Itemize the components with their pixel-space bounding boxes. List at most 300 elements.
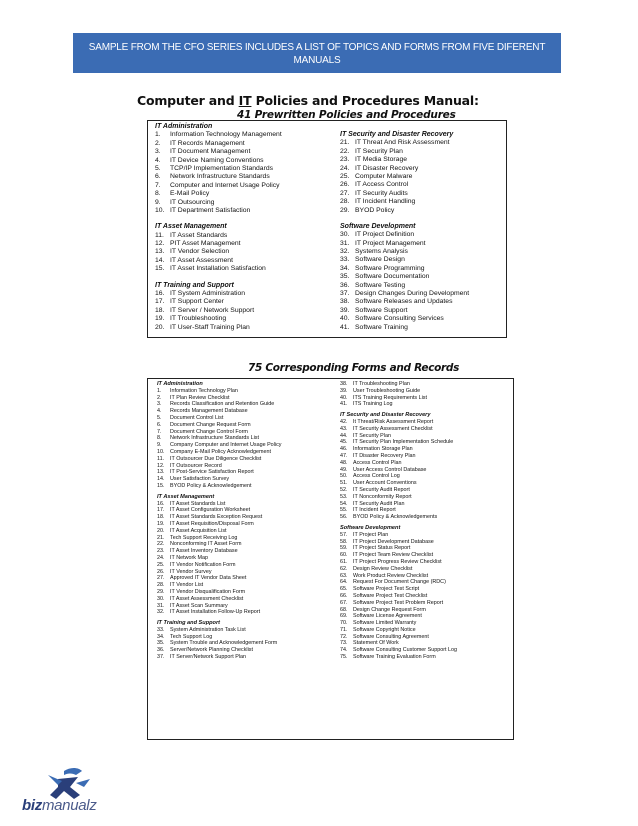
list-item — [340, 501, 515, 508]
item-title: User Satisfaction Survey — [170, 476, 230, 483]
list-item — [157, 429, 337, 436]
list-item — [155, 315, 335, 323]
item-title: Design Review Checklist — [353, 565, 413, 572]
item-title: IT Asset Standards List — [170, 500, 226, 507]
item-number: 11. — [155, 231, 164, 239]
section-heading: IT Administration — [157, 381, 203, 387]
item-title: Access Control Log — [353, 473, 400, 480]
list-item — [157, 408, 337, 415]
item-number: 33. — [340, 256, 350, 264]
list-item — [340, 273, 510, 281]
item-number: 26. — [157, 568, 165, 575]
list-item — [157, 501, 337, 508]
item-number: 53. — [340, 493, 348, 500]
header-banner — [73, 33, 561, 73]
item-number: 15. — [155, 265, 165, 273]
item-number: 40. — [340, 394, 348, 401]
list-item — [340, 173, 510, 181]
list-item — [157, 476, 337, 483]
item-title: IT Troubleshooting — [170, 315, 227, 323]
item-title: Systems Analysis — [355, 248, 408, 256]
list-item — [340, 290, 510, 298]
item-title: PIT Asset Management — [170, 240, 241, 248]
list-item — [340, 473, 515, 480]
list-item — [157, 541, 337, 548]
item-title: IT Asset Scan Summary — [170, 602, 228, 609]
item-number: 6. — [155, 173, 161, 181]
item-title: IT Project Management — [355, 239, 426, 247]
item-title: IT Disaster Recovery Plan — [353, 452, 416, 459]
list-item — [157, 469, 337, 476]
item-title: BYOD Policy & Acknowledgement — [170, 482, 252, 489]
item-title: Software Consulting Services — [355, 315, 444, 323]
item-number: 31. — [340, 239, 350, 247]
list-item — [155, 148, 335, 156]
list-item — [155, 190, 335, 198]
brand-logo-text: bizmanualz — [22, 797, 97, 814]
item-number: 38. — [340, 381, 348, 387]
forms-title: 75 Corresponding Forms and Records — [248, 362, 460, 374]
item-number: 30. — [340, 231, 350, 239]
item-title: IT Incident Handling — [355, 198, 416, 206]
item-title: IT Incident Report — [353, 507, 396, 514]
item-title: Records Management Database — [170, 408, 248, 415]
item-title: Design Change Request Form — [353, 606, 426, 613]
item-title: Document Change Control Form — [170, 428, 248, 435]
section-gap — [155, 274, 335, 282]
list-item — [155, 157, 335, 165]
item-title: Software License Agreement — [353, 613, 422, 620]
item-number: 21. — [157, 534, 165, 541]
item-title: IT Project Status Report — [353, 545, 411, 552]
list-item — [157, 654, 337, 661]
item-title: ITS Training Requirements List — [353, 394, 428, 401]
section-heading: IT Security and Disaster Recovery — [340, 131, 454, 138]
item-number: 50. — [340, 473, 348, 480]
item-number: 7. — [155, 181, 161, 189]
item-number: 13. — [157, 469, 165, 476]
item-number: 26. — [340, 181, 350, 189]
item-title: Software Copyright Notice — [353, 626, 416, 633]
list-item — [155, 140, 335, 148]
item-title: IT Document Management — [170, 148, 251, 156]
item-number: 16. — [155, 290, 165, 298]
item-title: Computer and Internet Usage Policy — [170, 181, 280, 189]
item-title: Tech Support Receiving Log — [170, 534, 238, 541]
item-title: IT Security Plan Implementation Schedule — [353, 439, 454, 446]
item-title: IT Outsourcer Record — [170, 462, 222, 469]
item-title: E-Mail Policy — [170, 190, 210, 198]
list-item — [157, 582, 337, 589]
section-heading: IT Training and Support — [157, 620, 220, 627]
list-item — [340, 439, 515, 446]
list-item — [340, 507, 515, 514]
item-title: IT Records Management — [170, 139, 245, 147]
item-title: IT Asset Standards Exception Request — [170, 514, 263, 521]
item-title: Document Control List — [170, 414, 224, 421]
list-item — [155, 298, 335, 306]
item-title: IT Post-Service Satisfaction Report — [170, 469, 254, 476]
item-number: 47. — [340, 452, 348, 459]
item-number: 23. — [157, 548, 165, 555]
item-number: 10. — [157, 448, 165, 455]
item-title: Company Computer and Internet Usage Policy — [170, 442, 282, 449]
item-title: IT Access Control — [355, 181, 409, 189]
item-number: 36. — [157, 647, 165, 654]
list-item — [155, 248, 335, 256]
list-item — [157, 596, 337, 603]
list-item — [340, 324, 510, 332]
list-item — [340, 315, 510, 323]
item-title: IT Asset Configuration Worksheet — [170, 507, 251, 514]
item-number: 15. — [157, 482, 165, 489]
item-number: 52. — [340, 486, 348, 493]
list-item — [157, 442, 337, 449]
item-title: IT User-Staff Training Plan — [170, 323, 250, 331]
list-item — [155, 131, 335, 139]
item-title: IT Security Audit Report — [353, 486, 410, 493]
list-item — [157, 514, 337, 521]
list-item — [340, 433, 515, 440]
item-number: 37. — [340, 290, 350, 298]
item-title: IT Server / Network Support — [170, 306, 255, 314]
item-title: IT Project Definition — [355, 231, 415, 239]
list-item — [340, 514, 515, 521]
item-title: IT Project Progress Review Checklist — [353, 558, 442, 565]
item-title: User Account Conventions — [353, 480, 417, 487]
item-number: 1. — [157, 387, 162, 394]
item-number: 36. — [340, 281, 350, 289]
item-title: IT Department Satisfaction — [170, 206, 251, 214]
item-number: 9. — [157, 442, 162, 449]
item-number: 24. — [157, 554, 165, 561]
list-item — [157, 521, 337, 528]
list-item — [157, 435, 337, 442]
item-title: IT Outsourcing — [170, 198, 215, 206]
list-item — [157, 401, 337, 408]
item-number: 2. — [155, 139, 161, 147]
list-item — [340, 467, 515, 474]
list-item — [340, 148, 510, 156]
list-item — [157, 463, 337, 470]
item-number: 22. — [340, 147, 350, 155]
item-number: 1. — [155, 131, 161, 139]
item-number: 10. — [155, 206, 165, 214]
list-item — [340, 613, 515, 620]
item-number: 25. — [157, 561, 165, 568]
item-title: Software Documentation — [355, 273, 430, 281]
item-title: Company E-Mail Policy Acknowledgement — [170, 448, 271, 455]
list-item — [157, 449, 337, 456]
section-gap — [155, 215, 335, 223]
list-item — [157, 609, 337, 616]
manual-title: Computer and IT Policies and Procedures Manual: — [137, 93, 479, 108]
list-item — [340, 573, 515, 580]
item-number: 68. — [340, 606, 348, 613]
item-number: 41. — [340, 323, 350, 331]
item-number: 45. — [340, 439, 348, 446]
item-number: 6. — [157, 421, 162, 428]
item-title: Information Technology Plan — [170, 387, 238, 394]
item-title: Software Releases and Updates — [355, 298, 453, 306]
list-item — [340, 298, 510, 306]
item-title: It Threat/Risk Assessment Report — [353, 418, 434, 425]
item-number: 35. — [340, 273, 350, 281]
item-title: Software Project Test Script — [353, 586, 420, 593]
item-number: 33. — [157, 626, 165, 633]
list-item — [340, 480, 515, 487]
item-number: 2. — [157, 394, 162, 401]
list-item — [157, 603, 337, 610]
item-title: IT Asset Assessment — [170, 256, 233, 264]
item-number: 8. — [157, 435, 162, 442]
item-number: 5. — [157, 414, 162, 421]
item-title: IT Asset Installation Satisfaction — [170, 265, 266, 273]
item-title: Information Storage Plan — [353, 446, 413, 453]
item-number: 59. — [340, 545, 348, 552]
item-title: Records Classification and Retention Guide — [170, 401, 275, 408]
item-number: 39. — [340, 306, 350, 314]
item-number: 3. — [157, 401, 162, 408]
item-title: IT Project Plan — [353, 531, 389, 538]
item-title: Network Infrastructure Standards — [170, 173, 270, 181]
item-number: 27. — [340, 189, 350, 197]
item-title: IT Threat And Risk Assessment — [355, 139, 450, 147]
item-number: 48. — [340, 459, 348, 466]
item-title: Software Testing — [355, 281, 406, 289]
item-number: 67. — [340, 599, 348, 606]
item-number: 70. — [340, 620, 348, 627]
list-item — [157, 535, 337, 542]
item-title: BYOD Policy — [355, 206, 395, 214]
item-number: 4. — [155, 156, 161, 164]
list-item — [340, 552, 515, 559]
list-item — [155, 257, 335, 265]
item-number: 41. — [340, 401, 348, 408]
list-item — [340, 453, 515, 460]
item-number: 34. — [157, 633, 165, 640]
list-item — [340, 190, 510, 198]
item-number: 11. — [157, 455, 165, 462]
item-title: IT Asset Acquisition List — [170, 527, 227, 534]
item-number: 64. — [340, 579, 348, 586]
list-item — [340, 248, 510, 256]
item-title: Approved IT Vendor Data Sheet — [170, 575, 247, 582]
list-item — [340, 265, 510, 273]
item-title: Software Design — [355, 256, 405, 264]
item-number: 66. — [340, 592, 348, 599]
item-number: 49. — [340, 466, 348, 473]
list-item — [340, 634, 515, 641]
list-item — [340, 559, 515, 566]
list-item — [340, 240, 510, 248]
item-title: IT Vendor Survey — [170, 568, 212, 575]
section-heading: IT Asset Management — [157, 493, 215, 500]
item-title: IT Troubleshooting Plan — [353, 381, 410, 387]
item-title: ITS Training Log — [353, 401, 393, 408]
list-item — [157, 528, 337, 535]
list-item — [157, 388, 337, 395]
item-number: 28. — [340, 198, 350, 206]
list-item — [157, 456, 337, 463]
list-item — [157, 562, 337, 569]
list-item — [157, 640, 337, 647]
list-item — [340, 426, 515, 433]
list-item — [155, 290, 335, 298]
list-item — [157, 415, 337, 422]
section-heading: IT Asset Management — [155, 223, 227, 231]
item-title: Nonconforming IT Asset Form — [170, 541, 242, 548]
item-title: Software Support — [355, 306, 408, 314]
item-number: 12. — [157, 462, 165, 469]
item-title: Software Training — [355, 323, 408, 331]
list-item — [340, 156, 510, 164]
item-title: Computer Malware — [355, 172, 413, 180]
section-gap — [340, 215, 510, 223]
list-item — [340, 654, 515, 661]
item-number: 27. — [157, 575, 165, 582]
item-title: Software Consulting Customer Support Log — [353, 647, 457, 654]
list-item — [340, 401, 515, 408]
item-title: Server/Network Planning Checklist — [170, 647, 253, 654]
list-item — [340, 419, 515, 426]
item-title: Software Consulting Agreement — [353, 633, 429, 640]
list-item — [340, 647, 515, 654]
item-number: 17. — [155, 298, 165, 306]
item-title: Software Project Test Problem Report — [353, 599, 444, 606]
item-title: IT Network Map — [170, 554, 208, 561]
item-number: 19. — [155, 315, 165, 323]
item-number: 37. — [157, 654, 165, 661]
item-number: 5. — [155, 164, 161, 172]
item-title: IT Asset Standards — [170, 231, 228, 239]
item-number: 7. — [157, 428, 162, 435]
item-title: IT Vendor Disqualification Form — [170, 588, 246, 595]
item-title: IT Asset Installation Follow-Up Report — [170, 609, 261, 616]
item-number: 58. — [340, 538, 348, 545]
item-title: Software Limited Warranty — [353, 620, 417, 627]
item-title: TCP/IP Implementation Standards — [170, 164, 274, 172]
item-number: 57. — [340, 531, 348, 538]
item-title: IT Security Audits — [355, 189, 408, 197]
item-title: System Trouble and Acknowledgement Form — [170, 640, 278, 647]
item-title: User Troubleshooting Guide — [353, 387, 421, 394]
item-number: 29. — [340, 206, 350, 214]
list-item — [340, 388, 515, 395]
list-item — [340, 566, 515, 573]
list-item — [157, 507, 337, 514]
list-item — [157, 483, 337, 490]
item-title: Software Programming — [355, 264, 425, 272]
item-number: 13. — [155, 248, 165, 256]
item-number: 38. — [340, 298, 350, 306]
item-title: IT Outsourcer Due Diligence Checklist — [170, 455, 262, 462]
item-number: 56. — [340, 514, 348, 521]
list-item — [340, 640, 515, 647]
policies-left-column — [155, 123, 335, 332]
item-number: 31. — [157, 602, 165, 609]
item-title: Tech Support Log — [170, 633, 213, 640]
item-title: BYOD Policy & Acknowledgements — [353, 514, 438, 521]
list-item — [157, 647, 337, 654]
section-heading: IT Security and Disaster Recovery — [340, 412, 431, 419]
item-title: User Access Control Database — [353, 466, 427, 473]
policies-right-column — [340, 131, 510, 332]
item-number: 19. — [157, 520, 165, 527]
item-number: 29. — [157, 588, 165, 595]
item-number: 16. — [157, 500, 165, 507]
list-item — [340, 593, 515, 600]
list-item — [340, 487, 515, 494]
item-title: IT Nonconformity Report — [353, 493, 412, 500]
item-number: 20. — [155, 323, 165, 331]
item-title: IT Security Plan — [355, 147, 403, 155]
item-title: Access Control Plan — [353, 459, 402, 466]
item-number: 20. — [157, 527, 165, 534]
item-number: 61. — [340, 558, 348, 565]
list-item — [157, 589, 337, 596]
list-item — [155, 240, 335, 248]
item-number: 63. — [340, 572, 348, 579]
list-item — [340, 494, 515, 501]
item-title: IT Device Naming Conventions — [170, 156, 264, 164]
list-item — [155, 182, 335, 190]
list-item — [340, 579, 515, 586]
list-item — [340, 586, 515, 593]
item-title: Network Infrastructure Standards List — [170, 435, 259, 442]
item-number: 17. — [157, 507, 165, 514]
item-number: 18. — [157, 514, 165, 521]
manual-subtitle: 41 Prewritten Policies and Procedures — [237, 109, 456, 121]
list-item — [157, 422, 337, 429]
item-title: Request For Document Change (RDC) — [353, 579, 446, 586]
item-number: 34. — [340, 264, 350, 272]
item-number: 62. — [340, 565, 348, 572]
item-number: 9. — [155, 198, 161, 206]
item-title: IT Security Audit Plan — [353, 500, 405, 507]
list-item — [155, 199, 335, 207]
list-item — [340, 545, 515, 552]
item-number: 44. — [340, 432, 348, 439]
list-item — [340, 460, 515, 467]
list-item — [340, 139, 510, 147]
item-title: Work Product Review Checklist — [353, 572, 429, 579]
item-title: IT Disaster Recovery — [355, 164, 419, 172]
item-number: 8. — [155, 190, 161, 198]
list-item — [340, 198, 510, 206]
item-number: 43. — [340, 425, 348, 432]
item-number: 30. — [157, 595, 165, 602]
list-item — [157, 627, 337, 634]
item-title: IT Support Center — [170, 298, 224, 306]
item-number: 22. — [157, 541, 165, 548]
list-item — [155, 307, 335, 315]
list-item — [340, 282, 510, 290]
item-number: 21. — [340, 139, 350, 147]
list-item — [155, 173, 335, 181]
item-title: IT Asset Requisition/Disposal Form — [170, 520, 254, 527]
item-title: Software Training Evaluation Form — [353, 654, 436, 661]
list-item — [157, 395, 337, 402]
list-item — [157, 575, 337, 582]
list-item — [157, 634, 337, 641]
list-item — [340, 256, 510, 264]
item-number: 23. — [340, 156, 350, 164]
item-title: IT Asset Inventory Database — [170, 548, 238, 555]
item-title: IT Asset Assessment Checklist — [170, 595, 244, 602]
item-number: 28. — [157, 582, 165, 589]
item-title: Design Changes During Development — [355, 290, 470, 298]
